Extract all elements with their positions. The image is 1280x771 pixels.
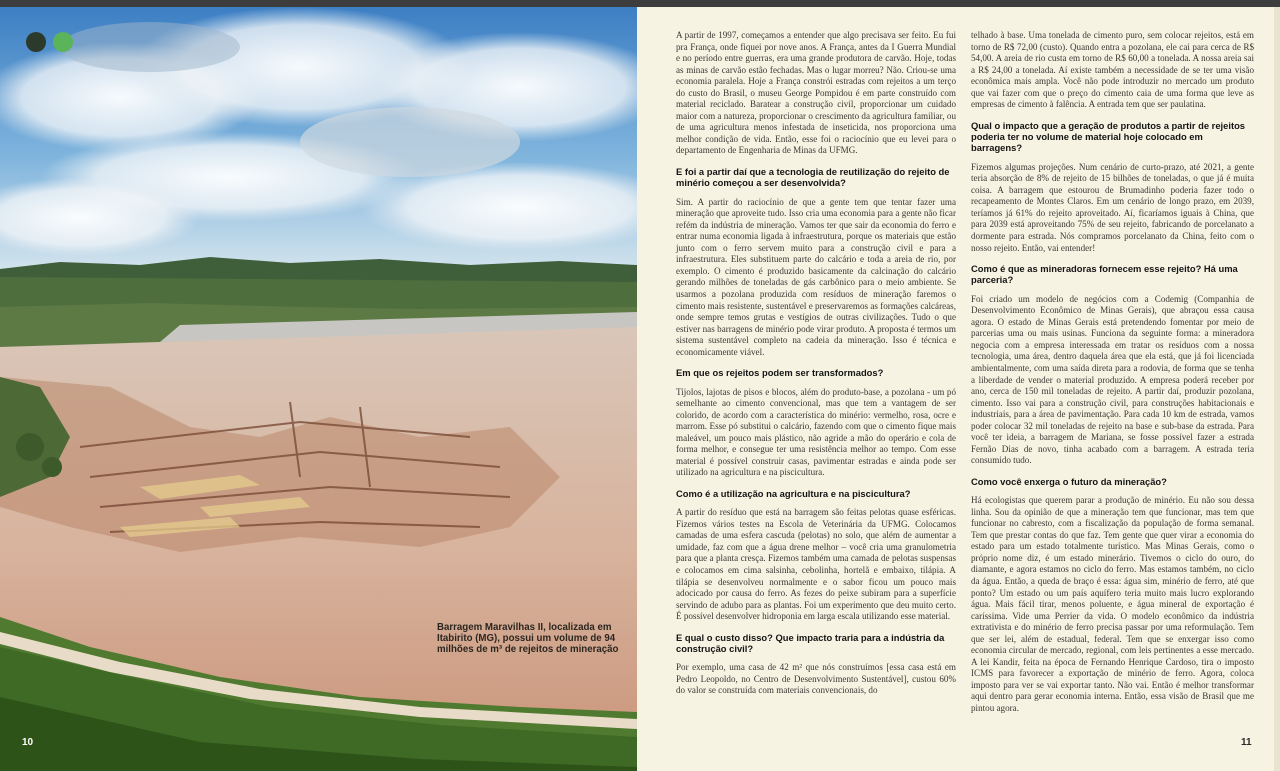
photo-caption: Barragem Maravilhas II, localizada em Itabirito (MG), possui um volume de 94 milhões de m³ de rejeitos de mineração [437,622,619,656]
paragraph: telhado à base. Uma tonelada de cimento puro, sem colocar rejeitos, está em torno de R$ 72,00 (custo). Quando entra a pozolana, ele cai para cerca de R$ 54,00. A areia de rio custa em torno de R$ 60,00 a tonelada. A nossa areia sai a R$ 24,00 a tonelada. Aí existe também a necessidade de se ter uma visão econômica mais ampla. Você não pode introduzir no mercado um produto que vai fazer com que o preço do cimento caia de uma forma que leve as empresas de cimento à falência. A entrada tem que ser paulatina. [971,30,1254,110]
paragraph: Foi criado um modelo de negócios com a Codemig (Companhia de Desenvolvimento Econômico de Minas Gerais), que abraçou essa causa agora. O estado de Minas Gerais está pretendendo fomentar por meio de parcerias uma ou mais usinas. Funciona da seguinte forma: a mineradora negocia com a empresa interessada em tratar os resíduos com a nossa tecnologia, uma área, dentro daquela área que ela está, que já foi licenciada ambientalmente, com uma saída direta para a rodovia, de forma que se tenha a liberdade de vender o material produzido. A empresa poderá receber por ano, cerca de 150 mil toneladas de rejeito. A partir daí, produzir pozolana, cimento. Isso vai para a construção civil, para construções habitacionais e industriais, para a área de pavimentação. Para cada 10 km de estrada, vamos poder colocar 32 mil toneladas de rejeito na base e sub-base da estrada. Para você ter ideia, a barragem de Mariana, se fosse possível fazer a estrada Fernão Dias de novo, tinha acabado com a barragem. A estrada teria consumido tudo. [971,293,1254,466]
paragraph: Há ecologistas que querem parar a produção de minério. Eu não sou dessa linha. Sou da opinião de que a mineração tem que funcionar, mas tem que funcionar no cabresto, com a fiscalização da população de forma semanal. Tem que prestar contas do que faz. Tem gente que quer virar a economia do estado para um estado totalmente turístico. Mas Minas Gerais, como o próprio nome diz, é um estado minerário. Tivemos o ciclo do ouro, do diamante, e agora estamos no ciclo do ferro. Mas estamos também, no ciclo da água. Então, a queda de braço é essa: água sim, minério de ferro, até que ponto? Um estado ou um país aquífero teria muito mais lucro explorando água. Mais fácil tirar, menos poluente, e água mineral de exportação é caríssima. Vide uma Perrier da vida. O modelo econômico da indústria extrativista e do minério de ferro precisa passar por uma reformulação. Tem que ser lei, além de estadual, federal. Tem que se enxergar isso como economia circular de mercado, regional, com leis pertinentes a esse mercado. A lei Kandir, feita na época de Fernando Henrique Cardoso, tira o imposto ICMS para favorecer a exportação de minério de ferro. Agora, coloca imposto para ver se vai exportar tanto. Não vai. Então é melhor transformar aqui dentro para gerar economia interna. Então, essa visão de Brasil que me pintou agora. [971,495,1254,714]
question-heading: E foi a partir daí que a tecnologia de reutilização do rejeito de minério começou a ser desenvolvida? [676,166,950,189]
tailings-dam-aerial-photo [0,7,637,771]
question-heading: Como é que as mineradoras fornecem esse rejeito? Há uma parceria? [971,263,1238,286]
question-heading: Como é a utilização na agricultura e na piscicultura? [676,487,911,499]
paragraph: Por exemplo, uma casa de 42 m² que nós construímos [essa casa está em Pedro Leopoldo, no Centro de Desenvolvimento Sustentável], custou 60% do valor se construída com materiais convencionais, do [676,662,956,696]
question-heading: Em que os rejeitos podem ser transformados? [676,367,884,379]
text-column-2 [971,30,1254,724]
question-heading: Qual o impacto que a geração de produtos a partir de rejeitos poderia ter no volume de material hoje colocado em barragens? [971,119,1246,154]
paragraph: A partir de 1997, começamos a entender que algo precisava ser feito. Eu fui pra França, onde fiquei por nove anos. A França, antes da I Guerra Mundial e no período entre guerras, era uma grande produtora de carvão. Hoje, todas as minas de carvão estão fechadas. Mas o lugar morreu? Não. Criou-se uma economia paralela. Hoje a França constrói estradas com rejeitos a um terço do custo do Brasil, o museu George Pompidou é em parte construído com material reciclado. Baratear a construção civil, proporcionar um cuidado maior com a natureza, proporcionar o crescimento da agricultura familiar, ou de uma agricultura menos infestada de inseticida, nos proporciona uma melhor condição de vida. Então, esse foi o raciocínio que eu levei para o departamento de Engenharia de Minas da UFMG. [676,30,956,156]
right-page [637,7,1280,771]
dark-dot-icon [26,32,46,52]
page-number-left: 10 [22,737,34,748]
paragraph: Tijolos, lajotas de pisos e blocos, além do produto-base, a pozolana - um pó semelhante ao cimento convencional, mas que tem a vantagem de ser colorido, de acordo com a característica do minério: vermelho, rosa, ocre e marrom. Esse pó substitui o calcário, fazendo com que o cimento fique mais maleável, um pouco mais plástico, não agride a mão do operário e cola de forma melhor, e consegue ter uma resistência melhor ao tempo. Com esse material é possível construir casas, pavimentar estradas e ainda pode ser utilizado na agricultura e na piscicultura. [676,386,956,478]
left-page [0,7,637,771]
text-column-1 [676,30,956,706]
green-dot-icon [53,32,73,52]
top-bar [0,0,1280,7]
question-heading: E qual o custo disso? Que impacto traria para a indústria da construção civil? [676,631,945,654]
question-heading: Como você enxerga o futuro da mineração? [971,475,1167,487]
paragraph: A partir do resíduo que está na barragem são feitas pelotas quase esféricas. Fizemos vários testes na Escola de Veterinária da UFMG. Colocamos camadas de uma esfera cascuda (pelotas) no solo, que além de aumentar a umidade, faz com que a água drene melhor – você cria uma granulometria para que a planta cresça. Fizemos também uma camada de pelotas suspensas e colocamos em cima salsinha, cebolinha, hortelã e embaixo, tilápia. A tilápia se desenvolveu normalmente e o sabor ficou um pouco mais adocicado por causa do ferro. As fezes do peixe subiram para a superfície servindo de adubo para as plantas. Foi um experimento que deu muito certo. É possível desenvolver hidroponia em larga escala utilizando esse material. [676,507,956,622]
page-edge [1274,7,1280,771]
paragraph: Sim. A partir do raciocínio de que a gente tem que tentar fazer uma mineração que aproveite tudo. Isso cria uma economia para a gente não ficar refém da indústria de mineração. Vamos ter que sair da economia do ferro e entrar numa economia ligada à infraestrutura, porque os materiais que estão junto com o ferro servem muito para a construção civil e para a infraestrutura. Eles substituem parte do calcário e toda a areia de rio, por exemplo. O cimento é produzido basicamente da calcinação do calcário gerando milhões de toneladas de gás carbônico para o meio ambiente. Se usarmos a pozolana produzida com resíduos de mineração faremos o cimento mais resistente, sustentável e preservaremos as formações calcáreas, onde sempre temos grutas e vestígios de outras civilizações. Tudo o que estiver nas barragens de minério pode virar produto. A proposta é termos um sistema sustentável completo na cadeia da mineração. Isso é técnica e economicamente viável. [676,196,956,357]
paragraph: Fizemos algumas projeções. Num cenário de curto-prazo, até 2021, a gente teria absorção de 8% de rejeito de 15 bilhões de toneladas, o que já é muita coisa. A barragem que estourou de Brumadinho poderia fazer todo o recapeamento de Montes Claros. Em um cenário de longo prazo, em 2039, teríamos já 61% do rejeito aproveitado. Aí, ficaríamos iguais à China, que para 2039 está aproveitando 75% de seu rejeito, fabricando de porcelanato a dormente para estrada. Nós compramos porcelanato da China, feito com o nosso rejeito. Então, vai entender! [971,161,1254,253]
page-number-right: 11 [1241,737,1252,748]
